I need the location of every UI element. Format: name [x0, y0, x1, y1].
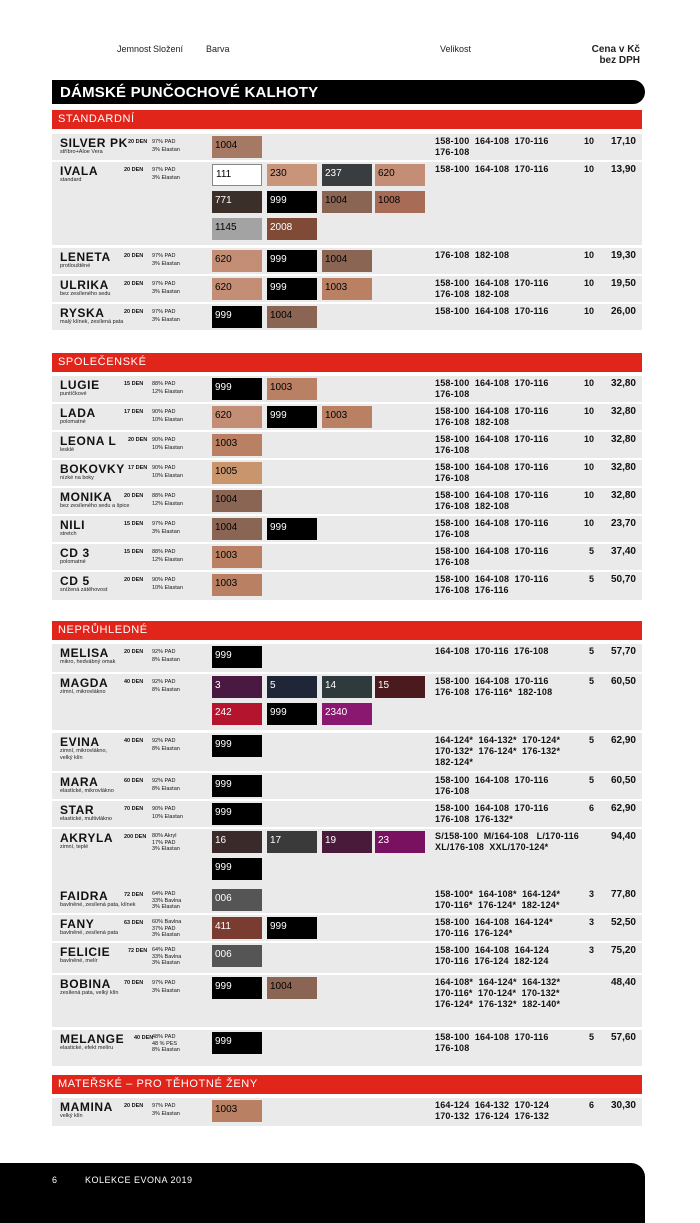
color-swatch: 1004 — [212, 518, 262, 540]
color-swatch: 1004 — [212, 490, 262, 512]
product-sizes: 158-100 164-108 170-116 176-108 176-116 — [435, 574, 549, 595]
product-name: CD 5 — [60, 574, 90, 588]
product-denier: 15 DEN — [124, 521, 144, 527]
product-composition: 90% PAD 10% Elastan — [152, 437, 183, 451]
product-name: MAMINA — [60, 1100, 113, 1114]
product-description: snížená zátěhovost — [60, 587, 108, 593]
product-row — [52, 432, 642, 458]
color-swatch: 999 — [267, 703, 317, 725]
product-row — [52, 887, 642, 913]
product-name: IVALA — [60, 164, 99, 178]
product-row — [52, 404, 642, 430]
col-cena-line2: bez DPH — [599, 55, 640, 66]
product-denier: 20 DEN — [124, 281, 144, 287]
product-name: NILI — [60, 518, 86, 532]
pack-quantity: 6 — [588, 803, 594, 813]
pack-quantity: 5 — [588, 735, 594, 745]
product-row — [52, 1098, 642, 1126]
product-name: AKRYLA — [60, 831, 114, 845]
color-swatch: 1004 — [212, 136, 262, 158]
product-row — [52, 1030, 642, 1066]
pack-quantity: 10 — [583, 462, 594, 472]
product-description: bavlněné, zesílená pata — [60, 930, 119, 936]
pack-quantity: 5 — [588, 546, 594, 556]
product-row — [52, 829, 642, 887]
product-name: LEONA L — [60, 434, 117, 448]
pack-quantity: 10 — [583, 490, 594, 500]
color-swatch: 3 — [212, 676, 262, 698]
product-denier: 70 DEN — [124, 980, 144, 986]
product-denier: 20 DEN — [124, 309, 144, 315]
color-swatch: 2008 — [267, 218, 317, 240]
section-header — [52, 621, 642, 640]
color-swatch: 14 — [322, 676, 372, 698]
product-name: LADA — [60, 406, 96, 420]
color-swatch: 5 — [267, 676, 317, 698]
product-row — [52, 644, 642, 672]
pack-quantity: 3 — [588, 945, 594, 955]
product-price: 26,00 — [610, 306, 636, 317]
color-swatch: 230 — [267, 164, 317, 186]
product-row — [52, 376, 642, 402]
pack-quantity: 10 — [583, 164, 594, 174]
product-row — [52, 134, 642, 160]
color-swatch: 620 — [212, 406, 262, 428]
product-name: SILVER PK — [60, 136, 128, 150]
color-swatch: 2340 — [322, 703, 372, 725]
col-cena — [592, 44, 640, 66]
product-composition: 60% Bavlna 37% PAD 3% Elastan — [152, 919, 182, 938]
color-swatch: 620 — [212, 250, 262, 272]
product-description: polomatné — [60, 559, 86, 565]
product-denier: 15 DEN — [124, 381, 144, 387]
product-name: BOBINA — [60, 977, 111, 991]
product-sizes: 158-100 164-108 170-116 — [435, 164, 549, 174]
product-composition: 97% PAD 3% Elastan — [152, 1103, 180, 1117]
product-name: MELANGE — [60, 1032, 125, 1046]
product-price: 60,50 — [610, 775, 636, 786]
product-name: MELISA — [60, 646, 109, 660]
pack-quantity: 5 — [588, 775, 594, 785]
page-number: 6 — [52, 1175, 58, 1185]
pack-quantity: 10 — [583, 136, 594, 146]
color-swatch: 23 — [375, 831, 425, 853]
product-composition: 88% PAD 12% Elastan — [152, 549, 183, 563]
color-swatch: 1145 — [212, 218, 262, 240]
color-swatch: 411 — [212, 917, 262, 939]
col-jemnost: Jemnost — [117, 44, 152, 54]
product-row — [52, 248, 642, 274]
product-description: stříbro+Aloe Vera — [60, 149, 103, 155]
product-description: zimní, mikrovlákno — [60, 689, 106, 695]
section-label: NEPRŮHLEDNÉ — [58, 624, 148, 636]
color-swatch: 999 — [212, 306, 262, 328]
color-swatch: 111 — [212, 164, 262, 186]
product-price: 57,60 — [610, 1032, 636, 1043]
pack-quantity: 5 — [588, 574, 594, 584]
product-sizes: 158-100* 164-108* 164-124* 170-116* 176-124* 182-124* — [435, 889, 561, 910]
product-price: 60,50 — [610, 676, 636, 687]
product-row — [52, 801, 642, 827]
product-description: mikro, hedvábný omak — [60, 659, 116, 665]
product-denier: 20 DEN — [124, 253, 144, 259]
product-sizes: 164-108* 164-124* 164-132* 170-116* 170-124* 170-132* 176-124* 176-132* 182-140* — [435, 977, 561, 1009]
product-price: 32,80 — [610, 406, 636, 417]
color-swatch: 999 — [212, 977, 262, 999]
product-composition: 97% PAD 3% Elastan — [152, 139, 180, 153]
product-denier: 20 DEN — [124, 167, 144, 173]
product-name: FAIDRA — [60, 889, 109, 903]
page-title-bar — [52, 80, 645, 104]
product-composition: 90% PAD 10% Elastan — [152, 465, 183, 479]
product-name: BOKOVKY — [60, 462, 125, 476]
product-name: MONIKA — [60, 490, 113, 504]
product-description: elastické, efekt melíru — [60, 1045, 114, 1051]
product-price: 17,10 — [610, 136, 636, 147]
color-swatch: 1003 — [212, 574, 262, 596]
product-description: standard — [60, 177, 82, 183]
color-swatch: 999 — [212, 378, 262, 400]
color-swatch: 999 — [212, 735, 262, 757]
product-description: nízké na boky — [60, 475, 94, 481]
product-sizes: 158-100 164-108 170-116 176-108 — [435, 1032, 549, 1053]
product-denier: 200 DEN — [124, 834, 147, 840]
section-label: SPOLEČENSKÉ — [58, 356, 147, 368]
product-composition: 97% PAD 3% Elastan — [152, 521, 180, 535]
pack-quantity: 3 — [588, 889, 594, 899]
product-denier: 20 DEN — [124, 493, 144, 499]
product-sizes: 158-100 164-108 164-124* 170-116 176-124* — [435, 917, 553, 938]
product-composition: 92% PAD 8% Elastan — [152, 679, 180, 693]
footer — [0, 1163, 645, 1223]
section-label: STANDARDNÍ — [58, 113, 135, 125]
product-composition: 92% PAD 8% Elastan — [152, 738, 180, 752]
product-denier: 20 DEN — [128, 437, 148, 443]
color-swatch: 1004 — [267, 306, 317, 328]
color-swatch: 006 — [212, 889, 262, 911]
product-composition: 64% PAD 33% Bavlna 3% Elastan — [152, 891, 182, 910]
product-price: 77,80 — [610, 889, 636, 900]
product-composition: 88% PAD 12% Elastan — [152, 381, 183, 395]
product-price: 13,90 — [610, 164, 636, 175]
product-composition: 88% PAD 12% Elastan — [152, 493, 183, 507]
product-composition: 90% PAD 10% Elastan — [152, 806, 183, 820]
product-composition: 90% PAD 10% Elastan — [152, 577, 183, 591]
product-sizes: 158-100 164-108 170-116 176-108 — [435, 546, 549, 567]
product-composition: 97% PAD 3% Elastan — [152, 309, 180, 323]
product-price: 32,80 — [610, 462, 636, 473]
product-row — [52, 304, 642, 330]
page-title: DÁMSKÉ PUNČOCHOVÉ KALHOTY — [60, 84, 319, 101]
product-name: RYSKA — [60, 306, 105, 320]
product-description: protlouštěné — [60, 263, 91, 269]
pack-quantity: 10 — [583, 434, 594, 444]
product-row — [52, 975, 642, 1027]
product-denier: 20 DEN — [124, 1103, 144, 1109]
color-swatch: 006 — [212, 945, 262, 967]
product-sizes: 176-108 182-108 — [435, 250, 510, 260]
product-row — [52, 544, 642, 570]
product-sizes: 158-100 164-108 170-116 176-108 — [435, 378, 549, 399]
pack-quantity: 10 — [583, 278, 594, 288]
product-denier: 70 DEN — [124, 806, 144, 812]
product-description: bez zesíleného sedu — [60, 291, 111, 297]
product-denier: 20 DEN — [124, 577, 144, 583]
pack-quantity: 5 — [588, 646, 594, 656]
pack-quantity: 10 — [583, 406, 594, 416]
section-header — [52, 353, 642, 372]
product-price: 62,90 — [610, 735, 636, 746]
pack-quantity: 5 — [588, 1032, 594, 1042]
product-row — [52, 572, 642, 600]
product-sizes: 158-100 164-108 170-116 176-108 — [435, 434, 549, 455]
product-description: puntíčkové — [60, 391, 87, 397]
color-swatch: 1003 — [212, 546, 262, 568]
pack-quantity: 6 — [588, 1100, 594, 1110]
product-composition: 97% PAD 3% Elastan — [152, 980, 180, 994]
color-swatch: 15 — [375, 676, 425, 698]
product-price: 37,40 — [610, 546, 636, 557]
product-row — [52, 674, 642, 730]
product-row — [52, 488, 642, 514]
product-name: ULRIKA — [60, 278, 109, 292]
color-swatch: 16 — [212, 831, 262, 853]
color-swatch: 999 — [212, 646, 262, 668]
product-composition: 92% PAD 8% Elastan — [152, 649, 180, 663]
color-swatch: 999 — [212, 1032, 262, 1054]
color-swatch: 1003 — [212, 434, 262, 456]
color-swatch: 1004 — [322, 191, 372, 213]
product-sizes: 158-100 164-108 170-116 176-108 — [435, 518, 549, 539]
color-swatch: 999 — [267, 250, 317, 272]
product-denier: 40 DEN — [124, 738, 144, 744]
color-swatch: 1008 — [375, 191, 425, 213]
color-swatch: 1003 — [267, 378, 317, 400]
product-price: 52,50 — [610, 917, 636, 928]
product-name: MAGDA — [60, 676, 109, 690]
collection-name: KOLEKCE EVONA 2019 — [85, 1175, 193, 1185]
product-row — [52, 773, 642, 799]
product-description: elastické, mikrovlákno — [60, 788, 114, 794]
color-swatch: 999 — [267, 191, 317, 213]
pack-quantity: 5 — [588, 676, 594, 686]
product-sizes: 158-100 164-108 170-116 176-108 182-108 — [435, 278, 549, 299]
product-denier: 72 DEN — [124, 892, 144, 898]
pack-quantity: 10 — [583, 250, 594, 260]
product-sizes: 164-124* 164-132* 170-124* 170-132* 176-124* 176-132* 182-124* — [435, 735, 561, 767]
product-sizes: 158-100 164-108 170-116 176-108 182-108 — [435, 406, 549, 427]
product-description: bavlněné, melír — [60, 958, 98, 964]
product-denier: 20 DEN — [124, 649, 144, 655]
product-sizes: 158-100 164-108 170-116 176-108 182-108 — [435, 490, 549, 511]
product-name: STAR — [60, 803, 95, 817]
product-sizes: S/158-100 M/164-108 L/170-116 XL/176-108 XXL/170-124* — [435, 831, 579, 852]
product-description: polomatné — [60, 419, 86, 425]
product-sizes: 164-124 164-132 170-124 170-132 176-124 176-132 — [435, 1100, 550, 1121]
product-denier: 60 DEN — [124, 778, 144, 784]
color-swatch: 1003 — [322, 406, 372, 428]
product-row — [52, 276, 642, 302]
product-sizes: 164-108 170-116 176-108 — [435, 646, 549, 656]
pack-quantity: 10 — [583, 306, 594, 316]
product-denier: 63 DEN — [124, 920, 144, 926]
pack-quantity: 10 — [583, 518, 594, 528]
color-swatch: 1005 — [212, 462, 262, 484]
product-description: zimní, mikrovlákno, velký klín — [60, 748, 108, 761]
product-denier: 40 DEN — [124, 679, 144, 685]
color-swatch: 999 — [212, 775, 262, 797]
color-swatch: 999 — [212, 803, 262, 825]
color-swatch: 17 — [267, 831, 317, 853]
product-name: FELICIE — [60, 945, 111, 959]
product-sizes: 158-100 164-108 170-116 176-108 — [435, 462, 549, 483]
col-barva: Barva — [206, 44, 230, 54]
product-price: 32,80 — [610, 434, 636, 445]
product-name: MARA — [60, 775, 99, 789]
color-swatch: 771 — [212, 191, 262, 213]
color-swatch: 237 — [322, 164, 372, 186]
pack-quantity: 3 — [588, 917, 594, 927]
product-price: 30,30 — [610, 1100, 636, 1111]
product-row — [52, 943, 642, 973]
color-swatch: 999 — [212, 858, 262, 880]
product-price: 23,70 — [610, 518, 636, 529]
product-price: 19,50 — [610, 278, 636, 289]
product-name: FANY — [60, 917, 95, 931]
product-composition: 90% PAD 10% Elastan — [152, 409, 183, 423]
product-name: EVINA — [60, 735, 100, 749]
product-sizes: 158-100 164-108 170-116 176-108 176-132* — [435, 803, 549, 824]
section-header — [52, 110, 642, 129]
product-row — [52, 460, 642, 486]
product-name: LUGIE — [60, 378, 100, 392]
color-swatch: 620 — [212, 278, 262, 300]
product-name: LENETA — [60, 250, 111, 264]
section-header — [52, 1075, 642, 1094]
product-composition: 64% PAD 33% Bavlna 3% Elastan — [152, 947, 182, 966]
product-composition: 80% Akryl 17% PAD 3% Elastan — [152, 833, 180, 852]
product-denier: 72 DEN — [128, 948, 148, 954]
color-swatch: 1003 — [322, 278, 372, 300]
product-description: stretch — [60, 531, 77, 537]
product-sizes: 158-100 164-108 170-116 176-108 — [435, 775, 549, 796]
product-price: 57,70 — [610, 646, 636, 657]
product-sizes: 158-100 164-108 170-116 — [435, 306, 549, 316]
product-composition: 97% PAD 3% Elastan — [152, 167, 180, 181]
product-sizes: 158-100 164-108 170-116 176-108 176-116* 182-108 — [435, 676, 553, 697]
color-swatch: 1004 — [267, 977, 317, 999]
product-denier: 15 DEN — [124, 549, 144, 555]
color-swatch: 242 — [212, 703, 262, 725]
col-slozeni: Složení — [153, 44, 184, 54]
product-composition: 48% PAD 48 % PES 8% Elastan — [152, 1034, 180, 1053]
product-row — [52, 733, 642, 771]
product-price: 32,80 — [610, 490, 636, 501]
color-swatch: 999 — [267, 917, 317, 939]
product-description: lesklé — [60, 447, 75, 453]
product-sizes: 158-100 164-108 164-124 170-116 176-124 182-124 — [435, 945, 550, 966]
pack-quantity: 10 — [583, 378, 594, 388]
product-denier: 17 DEN — [124, 409, 144, 415]
product-description: bez zesíleného sedu a špice — [60, 503, 130, 509]
product-price: 32,80 — [610, 378, 636, 389]
product-price: 94,40 — [610, 831, 636, 842]
product-description: bavlněné, zesílená pata, klínek — [60, 902, 136, 908]
product-description: velký klín — [60, 1113, 83, 1119]
product-denier: 20 DEN — [128, 139, 148, 145]
product-name: CD 3 — [60, 546, 90, 560]
product-description: zimní, teplé — [60, 844, 89, 850]
product-price: 19,30 — [610, 250, 636, 261]
product-composition: 92% PAD 8% Elastan — [152, 778, 180, 792]
product-row — [52, 516, 642, 542]
color-swatch: 1003 — [212, 1100, 262, 1122]
color-swatch: 999 — [267, 406, 317, 428]
product-description: elastické, multivlákno — [60, 816, 112, 822]
product-row — [52, 162, 642, 245]
product-price: 62,90 — [610, 803, 636, 814]
product-price: 75,20 — [610, 945, 636, 956]
section-label: MATEŘSKÉ – PRO TĚHOTNÉ ŽENY — [58, 1078, 258, 1090]
product-denier: 17 DEN — [128, 465, 148, 471]
product-sizes: 158-100 164-108 170-116 176-108 — [435, 136, 549, 157]
color-swatch: 999 — [267, 518, 317, 540]
product-composition: 97% PAD 3% Elastan — [152, 253, 180, 267]
product-row — [52, 915, 642, 941]
product-price: 50,70 — [610, 574, 636, 585]
col-velikost: Velikost — [440, 44, 472, 54]
product-description: malý klínek, zesílená pata — [60, 319, 124, 325]
color-swatch: 999 — [267, 278, 317, 300]
product-denier: 40 DEN — [134, 1035, 154, 1041]
col-cena-line1: Cena v Kč — [591, 44, 640, 55]
color-swatch: 19 — [322, 831, 372, 853]
product-price: 48,40 — [610, 977, 636, 988]
color-swatch: 620 — [375, 164, 425, 186]
color-swatch: 1004 — [322, 250, 372, 272]
product-composition: 97% PAD 3% Elastan — [152, 281, 180, 295]
product-description: zesílená pata, velký klín — [60, 990, 119, 996]
